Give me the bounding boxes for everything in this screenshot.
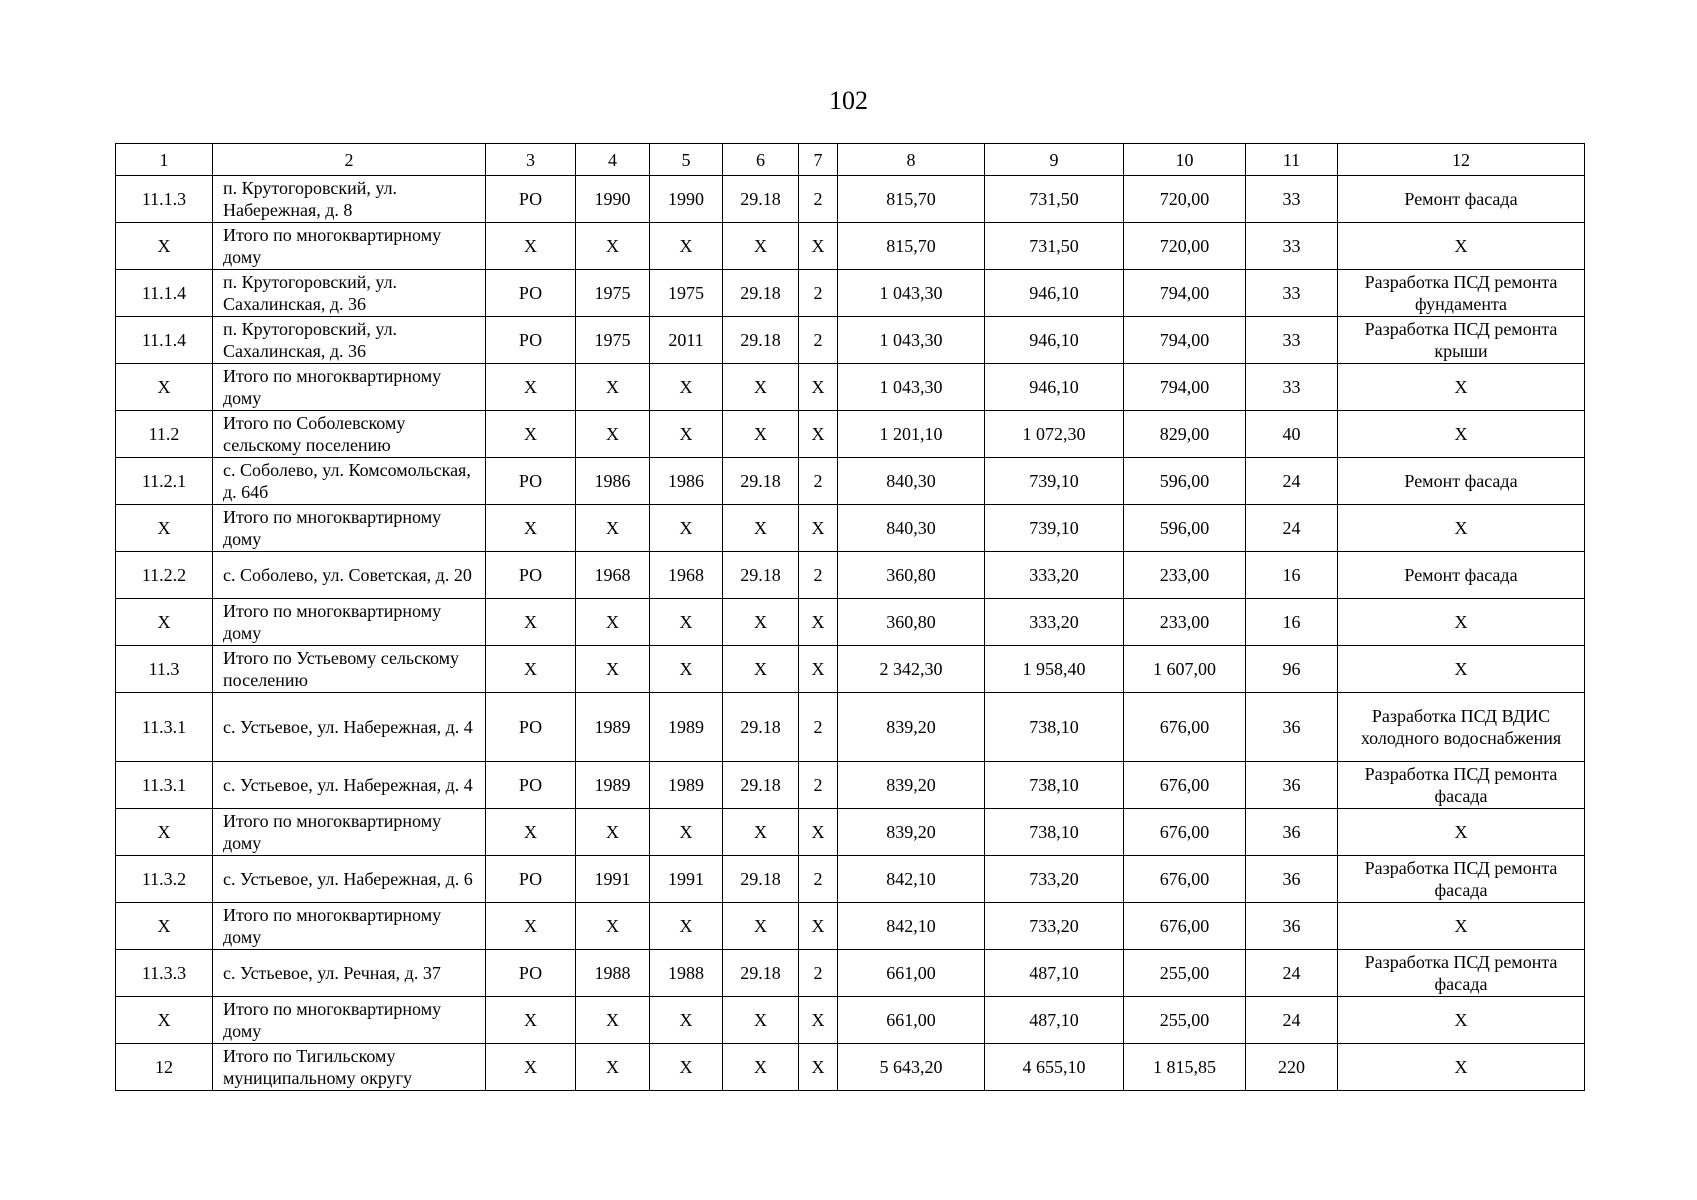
table-cell-col-10: 255,00 xyxy=(1124,950,1246,997)
table-cell-col-10: 255,00 xyxy=(1124,997,1246,1044)
table-row xyxy=(116,223,1585,270)
table-cell-col-4: X xyxy=(576,903,650,950)
column-header-12: 12 xyxy=(1338,144,1585,176)
table-cell-col-1: X xyxy=(116,903,213,950)
table-cell-col-7: X xyxy=(799,646,838,693)
table-cell-col-3: X xyxy=(486,646,576,693)
table-cell-col-11: 40 xyxy=(1246,411,1338,458)
table-cell-col-4: 1986 xyxy=(576,458,650,505)
table-row xyxy=(116,599,1585,646)
table-cell-col-4: 1989 xyxy=(576,762,650,809)
table-cell-col-2: п. Крутогоровский, ул. Набережная, д. 8 xyxy=(213,176,486,223)
table-row xyxy=(116,270,1585,317)
table-cell-col-8: 840,30 xyxy=(838,505,985,552)
table-cell-col-12: X xyxy=(1338,809,1585,856)
table-cell-col-2: Итого по Соболевскому сельскому поселению xyxy=(213,411,486,458)
table-cell-col-5: X xyxy=(650,903,723,950)
table-cell-col-8: 2 342,30 xyxy=(838,646,985,693)
table-cell-col-5: 1989 xyxy=(650,762,723,809)
table-cell-col-3: РО xyxy=(486,176,576,223)
table-cell-col-5: 1989 xyxy=(650,693,723,762)
table-cell-col-6: X xyxy=(723,646,799,693)
table-cell-col-1: X xyxy=(116,505,213,552)
table-row xyxy=(116,950,1585,997)
table-cell-col-12: X xyxy=(1338,599,1585,646)
table-cell-col-3: X xyxy=(486,223,576,270)
table-cell-col-1: 11.1.4 xyxy=(116,317,213,364)
table-cell-col-10: 596,00 xyxy=(1124,505,1246,552)
table-row xyxy=(116,903,1585,950)
table-cell-col-8: 661,00 xyxy=(838,950,985,997)
table-cell-col-3: X xyxy=(486,411,576,458)
table-cell-col-6: X xyxy=(723,809,799,856)
table-cell-col-6: X xyxy=(723,997,799,1044)
table-cell-col-9: 1 958,40 xyxy=(985,646,1124,693)
table-cell-col-5: X xyxy=(650,364,723,411)
table-row xyxy=(116,411,1585,458)
table-cell-col-4: X xyxy=(576,223,650,270)
table-cell-col-1: 12 xyxy=(116,1044,213,1091)
table-cell-col-8: 1 201,10 xyxy=(838,411,985,458)
table-cell-col-10: 233,00 xyxy=(1124,599,1246,646)
table-cell-col-3: РО xyxy=(486,552,576,599)
table-cell-col-9: 739,10 xyxy=(985,505,1124,552)
table-cell-col-9: 738,10 xyxy=(985,809,1124,856)
table-cell-col-10: 596,00 xyxy=(1124,458,1246,505)
table-cell-col-10: 829,00 xyxy=(1124,411,1246,458)
table-cell-col-2: с. Устьевое, ул. Речная, д. 37 xyxy=(213,950,486,997)
table-cell-col-12: X xyxy=(1338,411,1585,458)
table-row xyxy=(116,505,1585,552)
table-cell-col-4: X xyxy=(576,411,650,458)
table-row xyxy=(116,552,1585,599)
column-header-1: 1 xyxy=(116,144,213,176)
table-cell-col-9: 946,10 xyxy=(985,317,1124,364)
table-cell-col-3: X xyxy=(486,505,576,552)
table-cell-col-6: 29.18 xyxy=(723,552,799,599)
table-cell-col-1: 11.3.1 xyxy=(116,762,213,809)
table-cell-col-4: X xyxy=(576,505,650,552)
table-cell-col-3: РО xyxy=(486,693,576,762)
table-cell-col-8: 5 643,20 xyxy=(838,1044,985,1091)
table-cell-col-7: 2 xyxy=(799,458,838,505)
table-cell-col-10: 794,00 xyxy=(1124,364,1246,411)
table-cell-col-4: 1975 xyxy=(576,317,650,364)
table-cell-col-3: X xyxy=(486,1044,576,1091)
column-header-4: 4 xyxy=(576,144,650,176)
table-cell-col-1: 11.3.2 xyxy=(116,856,213,903)
table-cell-col-11: 24 xyxy=(1246,458,1338,505)
table-row xyxy=(116,762,1585,809)
table-cell-col-10: 233,00 xyxy=(1124,552,1246,599)
table-cell-col-12: Разработка ПСД ремонта фундамента xyxy=(1338,270,1585,317)
column-header-7: 7 xyxy=(799,144,838,176)
table-cell-col-7: X xyxy=(799,599,838,646)
table-cell-col-9: 733,20 xyxy=(985,856,1124,903)
table-cell-col-9: 946,10 xyxy=(985,270,1124,317)
table-cell-col-5: 1988 xyxy=(650,950,723,997)
column-header-10: 10 xyxy=(1124,144,1246,176)
table-row xyxy=(116,646,1585,693)
table-cell-col-11: 16 xyxy=(1246,552,1338,599)
table-cell-col-10: 720,00 xyxy=(1124,176,1246,223)
table-cell-col-7: 2 xyxy=(799,856,838,903)
table-cell-col-7: 2 xyxy=(799,270,838,317)
table-cell-col-5: X xyxy=(650,809,723,856)
table-cell-col-5: X xyxy=(650,1044,723,1091)
table-cell-col-9: 487,10 xyxy=(985,950,1124,997)
table-cell-col-4: 1989 xyxy=(576,693,650,762)
table-cell-col-6: X xyxy=(723,364,799,411)
table-cell-col-8: 842,10 xyxy=(838,856,985,903)
table-cell-col-3: X xyxy=(486,364,576,411)
table-cell-col-11: 33 xyxy=(1246,176,1338,223)
table-cell-col-1: X xyxy=(116,223,213,270)
table-cell-col-7: X xyxy=(799,1044,838,1091)
table-cell-col-9: 738,10 xyxy=(985,762,1124,809)
table-cell-col-7: X xyxy=(799,505,838,552)
column-header-5: 5 xyxy=(650,144,723,176)
table-cell-col-6: 29.18 xyxy=(723,762,799,809)
table-cell-col-10: 794,00 xyxy=(1124,270,1246,317)
table-cell-col-6: X xyxy=(723,599,799,646)
table-cell-col-4: X xyxy=(576,997,650,1044)
table-cell-col-9: 333,20 xyxy=(985,552,1124,599)
table-cell-col-3: X xyxy=(486,903,576,950)
table-cell-col-5: 1968 xyxy=(650,552,723,599)
table-cell-col-12: X xyxy=(1338,903,1585,950)
table-cell-col-11: 24 xyxy=(1246,997,1338,1044)
table-cell-col-8: 839,20 xyxy=(838,762,985,809)
table-cell-col-5: 1990 xyxy=(650,176,723,223)
table-cell-col-9: 731,50 xyxy=(985,176,1124,223)
table-cell-col-2: Итого по многоквартирному дому xyxy=(213,903,486,950)
table-cell-col-7: 2 xyxy=(799,176,838,223)
table-cell-col-3: X xyxy=(486,599,576,646)
table-cell-col-4: 1975 xyxy=(576,270,650,317)
table-cell-col-1: 11.2.1 xyxy=(116,458,213,505)
column-header-2: 2 xyxy=(213,144,486,176)
table-cell-col-8: 1 043,30 xyxy=(838,317,985,364)
table-cell-col-11: 16 xyxy=(1246,599,1338,646)
table-cell-col-11: 33 xyxy=(1246,364,1338,411)
table-cell-col-12: X xyxy=(1338,364,1585,411)
table-cell-col-2: Итого по Тигильскому муниципальному округу xyxy=(213,1044,486,1091)
table-cell-col-12: X xyxy=(1338,505,1585,552)
table-cell-col-10: 676,00 xyxy=(1124,693,1246,762)
table-cell-col-9: 946,10 xyxy=(985,364,1124,411)
table-cell-col-1: X xyxy=(116,997,213,1044)
table-cell-col-4: X xyxy=(576,809,650,856)
table-cell-col-12: X xyxy=(1338,223,1585,270)
table-cell-col-6: X xyxy=(723,903,799,950)
column-header-6: 6 xyxy=(723,144,799,176)
table-cell-col-12: Разработка ПСД ремонта фасада xyxy=(1338,856,1585,903)
table-cell-col-9: 487,10 xyxy=(985,997,1124,1044)
table-cell-col-1: X xyxy=(116,599,213,646)
table-cell-col-5: X xyxy=(650,505,723,552)
table-cell-col-8: 1 043,30 xyxy=(838,270,985,317)
table-cell-col-1: 11.1.3 xyxy=(116,176,213,223)
table-cell-col-2: Итого по многоквартирному дому xyxy=(213,809,486,856)
page-number: 102 xyxy=(829,86,868,115)
table-cell-col-5: X xyxy=(650,411,723,458)
data-table xyxy=(115,143,1585,1091)
table-cell-col-1: 11.3 xyxy=(116,646,213,693)
table-cell-col-8: 839,20 xyxy=(838,693,985,762)
table-cell-col-9: 731,50 xyxy=(985,223,1124,270)
table-cell-col-3: РО xyxy=(486,950,576,997)
table-cell-col-5: 1975 xyxy=(650,270,723,317)
table-row xyxy=(116,856,1585,903)
table-cell-col-6: 29.18 xyxy=(723,176,799,223)
table-cell-col-8: 1 043,30 xyxy=(838,364,985,411)
table-cell-col-2: п. Крутогоровский, ул. Сахалинская, д. 36 xyxy=(213,317,486,364)
table-cell-col-9: 738,10 xyxy=(985,693,1124,762)
table-cell-col-11: 220 xyxy=(1246,1044,1338,1091)
table-cell-col-8: 360,80 xyxy=(838,599,985,646)
table-cell-col-3: РО xyxy=(486,317,576,364)
table-cell-col-8: 842,10 xyxy=(838,903,985,950)
table-cell-col-8: 839,20 xyxy=(838,809,985,856)
table-cell-col-1: 11.2.2 xyxy=(116,552,213,599)
table-cell-col-11: 36 xyxy=(1246,693,1338,762)
column-header-8: 8 xyxy=(838,144,985,176)
table-cell-col-4: 1990 xyxy=(576,176,650,223)
table-cell-col-6: 29.18 xyxy=(723,950,799,997)
table-cell-col-9: 4 655,10 xyxy=(985,1044,1124,1091)
table-cell-col-11: 36 xyxy=(1246,903,1338,950)
table-cell-col-7: 2 xyxy=(799,693,838,762)
table-cell-col-6: X xyxy=(723,223,799,270)
table-cell-col-3: X xyxy=(486,809,576,856)
table-cell-col-4: 1988 xyxy=(576,950,650,997)
table-row xyxy=(116,458,1585,505)
table-cell-col-2: Итого по многоквартирному дому xyxy=(213,364,486,411)
table-cell-col-7: X xyxy=(799,223,838,270)
table-cell-col-7: X xyxy=(799,903,838,950)
table-cell-col-9: 733,20 xyxy=(985,903,1124,950)
table-cell-col-10: 720,00 xyxy=(1124,223,1246,270)
table-cell-col-7: X xyxy=(799,411,838,458)
table-cell-col-10: 676,00 xyxy=(1124,856,1246,903)
table-cell-col-5: X xyxy=(650,599,723,646)
table-cell-col-10: 676,00 xyxy=(1124,762,1246,809)
table-cell-col-6: 29.18 xyxy=(723,317,799,364)
table-cell-col-12: X xyxy=(1338,1044,1585,1091)
table-cell-col-12: Ремонт фасада xyxy=(1338,176,1585,223)
table-cell-col-2: Итого по многоквартирному дому xyxy=(213,997,486,1044)
table-cell-col-5: 1986 xyxy=(650,458,723,505)
table-cell-col-4: 1991 xyxy=(576,856,650,903)
table-cell-col-12: Ремонт фасада xyxy=(1338,458,1585,505)
table-cell-col-2: с. Соболево, ул. Советская, д. 20 xyxy=(213,552,486,599)
table-cell-col-7: 2 xyxy=(799,950,838,997)
table-cell-col-2: п. Крутогоровский, ул. Сахалинская, д. 36 xyxy=(213,270,486,317)
table-cell-col-6: X xyxy=(723,1044,799,1091)
table-cell-col-12: Разработка ПСД ремонта крыши xyxy=(1338,317,1585,364)
table-cell-col-6: 29.18 xyxy=(723,458,799,505)
table-cell-col-5: X xyxy=(650,223,723,270)
table-cell-col-1: 11.2 xyxy=(116,411,213,458)
table-cell-col-8: 360,80 xyxy=(838,552,985,599)
table-row xyxy=(116,176,1585,223)
table-cell-col-8: 840,30 xyxy=(838,458,985,505)
table-cell-col-10: 1 815,85 xyxy=(1124,1044,1246,1091)
table-cell-col-11: 36 xyxy=(1246,762,1338,809)
table-cell-col-5: 1991 xyxy=(650,856,723,903)
table-cell-col-6: 29.18 xyxy=(723,693,799,762)
table-cell-col-5: X xyxy=(650,646,723,693)
table-cell-col-2: с. Соболево, ул. Комсомольская, д. 64б xyxy=(213,458,486,505)
table-cell-col-3: РО xyxy=(486,270,576,317)
table-cell-col-2: Итого по многоквартирному дому xyxy=(213,599,486,646)
table-cell-col-8: 815,70 xyxy=(838,223,985,270)
table-cell-col-2: Итого по многоквартирному дому xyxy=(213,505,486,552)
table-cell-col-7: X xyxy=(799,997,838,1044)
table-cell-col-11: 33 xyxy=(1246,317,1338,364)
table-cell-col-11: 33 xyxy=(1246,270,1338,317)
table-cell-col-10: 676,00 xyxy=(1124,809,1246,856)
table-cell-col-10: 794,00 xyxy=(1124,317,1246,364)
header-row xyxy=(116,144,1585,176)
table-cell-col-7: 2 xyxy=(799,552,838,599)
table-cell-col-2: с. Устьевое, ул. Набережная, д. 4 xyxy=(213,762,486,809)
column-header-11: 11 xyxy=(1246,144,1338,176)
table-cell-col-11: 24 xyxy=(1246,505,1338,552)
table-cell-col-7: X xyxy=(799,364,838,411)
table-cell-col-1: 11.3.1 xyxy=(116,693,213,762)
table-cell-col-6: X xyxy=(723,411,799,458)
table-cell-col-4: X xyxy=(576,364,650,411)
table-cell-col-3: X xyxy=(486,997,576,1044)
table-cell-col-9: 1 072,30 xyxy=(985,411,1124,458)
table-cell-col-8: 815,70 xyxy=(838,176,985,223)
table-cell-col-3: РО xyxy=(486,762,576,809)
table-cell-col-2: с. Устьевое, ул. Набережная, д. 6 xyxy=(213,856,486,903)
table-cell-col-1: 11.3.3 xyxy=(116,950,213,997)
table-cell-col-4: X xyxy=(576,646,650,693)
table-cell-col-3: РО xyxy=(486,856,576,903)
table-cell-col-11: 96 xyxy=(1246,646,1338,693)
table-cell-col-11: 36 xyxy=(1246,856,1338,903)
table-cell-col-7: X xyxy=(799,809,838,856)
table-cell-col-12: Разработка ПСД ремонта фасада xyxy=(1338,762,1585,809)
table-cell-col-6: X xyxy=(723,505,799,552)
table-cell-col-7: 2 xyxy=(799,317,838,364)
table-cell-col-1: 11.1.4 xyxy=(116,270,213,317)
table-cell-col-2: с. Устьевое, ул. Набережная, д. 4 xyxy=(213,693,486,762)
table-cell-col-6: 29.18 xyxy=(723,270,799,317)
table-body xyxy=(116,176,1585,1091)
table-cell-col-11: 24 xyxy=(1246,950,1338,997)
table-cell-col-10: 1 607,00 xyxy=(1124,646,1246,693)
table-cell-col-11: 36 xyxy=(1246,809,1338,856)
table-cell-col-10: 676,00 xyxy=(1124,903,1246,950)
table-cell-col-2: Итого по Устьевому сельскому поселению xyxy=(213,646,486,693)
table-cell-col-9: 739,10 xyxy=(985,458,1124,505)
column-header-3: 3 xyxy=(486,144,576,176)
table-cell-col-9: 333,20 xyxy=(985,599,1124,646)
table-cell-col-4: X xyxy=(576,1044,650,1091)
table-cell-col-12: X xyxy=(1338,997,1585,1044)
table-cell-col-11: 33 xyxy=(1246,223,1338,270)
table-cell-col-12: Разработка ПСД ВДИС холодного водоснабжения xyxy=(1338,693,1585,762)
table-cell-col-3: РО xyxy=(486,458,576,505)
table-cell-col-7: 2 xyxy=(799,762,838,809)
table-cell-col-5: 2011 xyxy=(650,317,723,364)
table-cell-col-4: 1968 xyxy=(576,552,650,599)
table-cell-col-8: 661,00 xyxy=(838,997,985,1044)
table-row xyxy=(116,317,1585,364)
table-row xyxy=(116,693,1585,762)
table-cell-col-12: Разработка ПСД ремонта фасада xyxy=(1338,950,1585,997)
table-cell-col-12: X xyxy=(1338,646,1585,693)
table-row xyxy=(116,809,1585,856)
table-cell-col-5: X xyxy=(650,997,723,1044)
table-cell-col-1: X xyxy=(116,809,213,856)
table-cell-col-2: Итого по многоквартирному дому xyxy=(213,223,486,270)
table-cell-col-4: X xyxy=(576,599,650,646)
column-header-9: 9 xyxy=(985,144,1124,176)
table-row xyxy=(116,997,1585,1044)
table-row xyxy=(116,364,1585,411)
table-cell-col-1: X xyxy=(116,364,213,411)
table-cell-col-12: Ремонт фасада xyxy=(1338,552,1585,599)
table-row xyxy=(116,1044,1585,1091)
table-cell-col-6: 29.18 xyxy=(723,856,799,903)
